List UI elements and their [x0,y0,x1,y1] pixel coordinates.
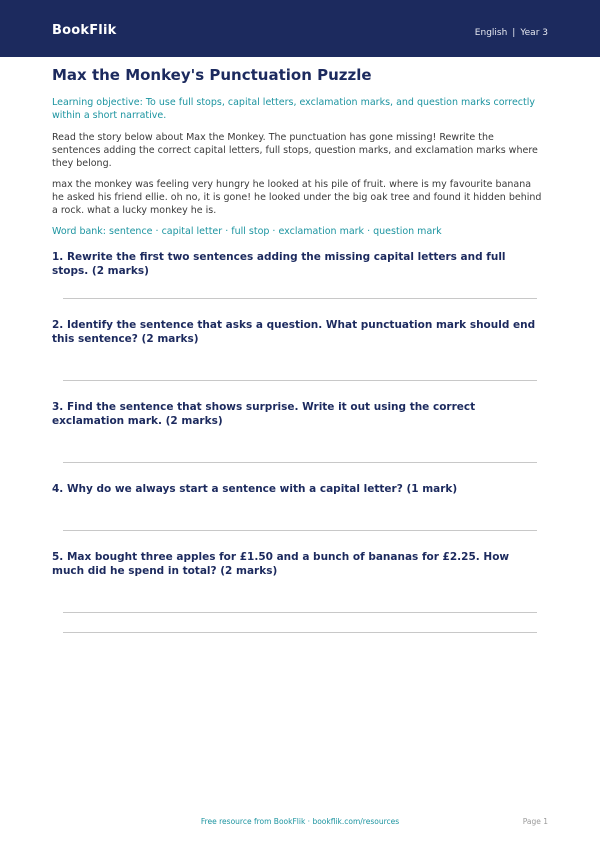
worksheet-title: Max the Monkey's Punctuation Puzzle [52,66,372,84]
meta-separator: | [512,28,516,38]
answer-line-5b[interactable] [63,632,537,633]
answer-line-3[interactable] [63,462,537,463]
answer-line-4[interactable] [63,530,537,531]
question-3: 3. Find the sentence that shows surprise. Write it out using the correct exclamation mark. (2 marks) [52,401,476,427]
learning-objective: Learning objective: To use full stops, capital letters, exclamation marks, and question marks correctly within a short narrative. [52,97,535,121]
question-5: 5. Max bought three apples for £1.50 and a bunch of bananas for £2.25. How much did he spend in total? (2 marks) [52,551,510,577]
answer-line-2[interactable] [63,380,537,381]
subject-label: English [474,28,508,38]
question-2: 2. Identify the sentence that asks a question. What punctuation mark should end this sentence? (2 marks) [52,319,536,345]
question-4: 4. Why do we always start a sentence with a capital letter? (1 mark) [52,483,458,495]
page-number: Page 1 [522,817,548,826]
worksheet-intro [52,66,542,238]
answer-line-1[interactable] [63,298,537,299]
answer-line-5a[interactable] [63,612,537,613]
question-1: 1. Rewrite the first two sentences adding the missing capital letters and full stops. (2 marks) [52,251,506,277]
word-bank: Word bank: sentence · capital letter · full stop · exclamation mark · question mark [52,226,442,237]
footer-credit[interactable]: Free resource from BookFlik · bookflik.com/resources [200,817,400,826]
subject-year-label [475,28,548,38]
year-label: Year 3 [520,28,548,38]
page-header [0,0,600,57]
instructions-text: Read the story below about Max the Monkey. The punctuation has gone missing! Rewrite the sentences adding the correct capital letters, full stops, question marks, and exclamation marks where they belong. [52,132,538,169]
brand-logo-text: BookFlik [52,23,117,38]
story-text: max the monkey was feeling very hungry he looked at his pile of fruit. where is my favourite banana he asked his friend ellie. oh no, it is gone! he looked under the big oak tree and found it hidden behind a rock. what a lucky monkey he is. [52,179,542,216]
